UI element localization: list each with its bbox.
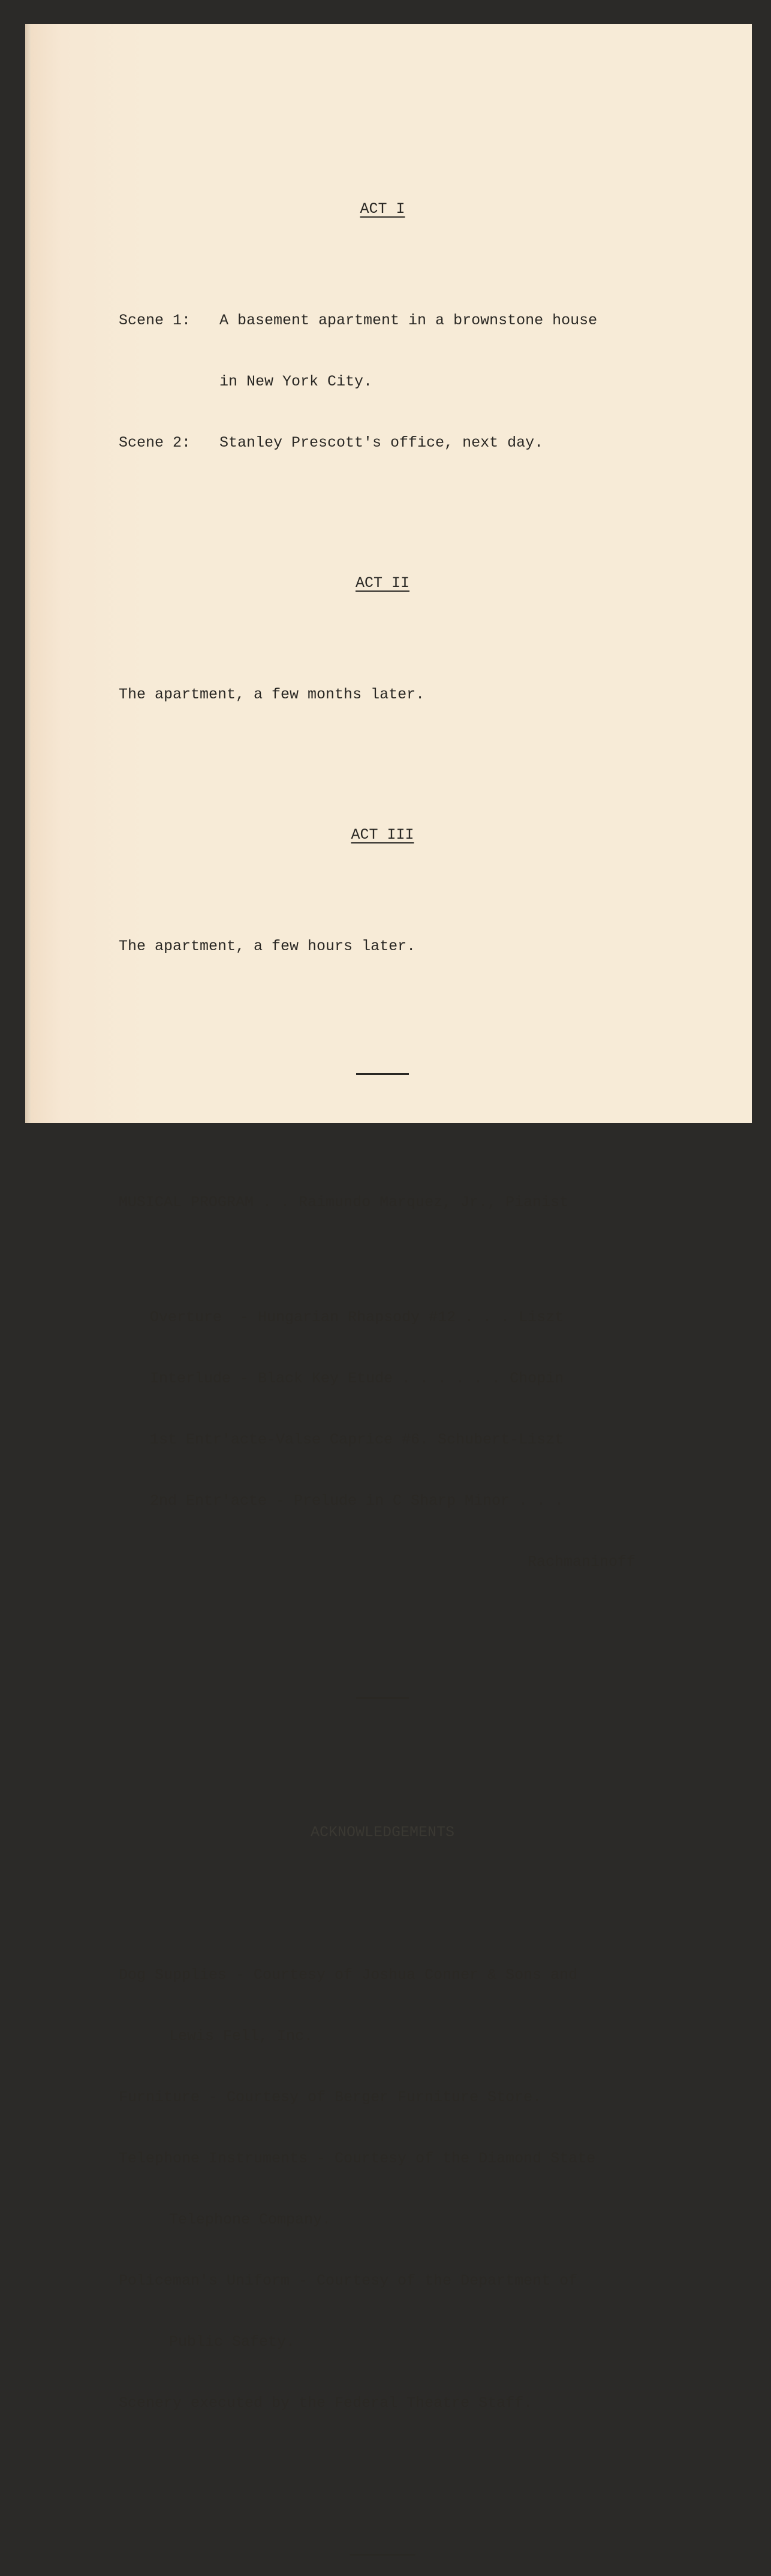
scene-1-text-2: in New York City. bbox=[219, 373, 373, 390]
program-content bbox=[119, 138, 682, 2576]
scene-1 bbox=[119, 311, 682, 331]
musical-item: Interlude - Black Key Etude . . . . . . Chopin bbox=[150, 1370, 564, 1387]
ack-entry: Telephone Instruments - Courtesy of the Diamond State bbox=[119, 2150, 596, 2167]
scene-2-label: Scene 2: bbox=[119, 434, 191, 451]
ack-entry-cont: Telephone Company. bbox=[169, 2211, 332, 2228]
musical-item: Overture - Hungarian Rhapsody #12 . . . Liszt bbox=[150, 1309, 564, 1326]
musical-item: 1st Entr'acte-Valse Caprice #6. Schubert-Liszt bbox=[150, 1431, 564, 1448]
act1-heading: ACT I bbox=[360, 200, 405, 218]
divider bbox=[356, 1697, 409, 1699]
act2-text: The apartment, a few months later. bbox=[119, 686, 425, 703]
ack-entry: Scenery executed by the Federal Theatre Staff. bbox=[119, 2394, 533, 2412]
scene-2 bbox=[119, 433, 682, 453]
musical-item: 2nd Entr'acte - Prelude in C Sharp Minor . . . bbox=[150, 1492, 564, 1510]
scene-1-text-1: A basement apartment in a brownstone house bbox=[219, 312, 598, 329]
act3-text: The apartment, a few hours later. bbox=[119, 938, 416, 955]
divider bbox=[350, 2554, 415, 2556]
scene-1-label: Scene 1: bbox=[119, 312, 191, 329]
musical-composer: Rachmaninoff bbox=[527, 1553, 636, 1571]
ack-entry-cont: Public Safety. bbox=[169, 2333, 296, 2351]
divider bbox=[356, 1073, 409, 1075]
act2-heading: ACT II bbox=[355, 574, 409, 592]
ack-entry: Furniture - Courtesy of Berger Furniture Store. bbox=[119, 2089, 542, 2106]
ack-entry-cont: Lewis Fell, Inc. bbox=[169, 2027, 314, 2045]
scene-2-text: Stanley Prescott's office, next day. bbox=[219, 434, 544, 451]
act3-heading: ACT III bbox=[351, 826, 414, 843]
musical-program-header: MUSICAL PROGRAM . . Raimundo Marquez, Jr., Pianist bbox=[119, 1194, 569, 1211]
acknowledgements-heading: ACKNOWLEDGEMENTS bbox=[310, 1824, 455, 1841]
page-fold bbox=[25, 24, 31, 1123]
ack-entry: Dog Supplies - Courtesy of Joshua Conner & Sons and bbox=[119, 1966, 578, 1984]
ack-entry: Policeman's Uniform - Courtesy of the Department of bbox=[119, 2272, 578, 2289]
